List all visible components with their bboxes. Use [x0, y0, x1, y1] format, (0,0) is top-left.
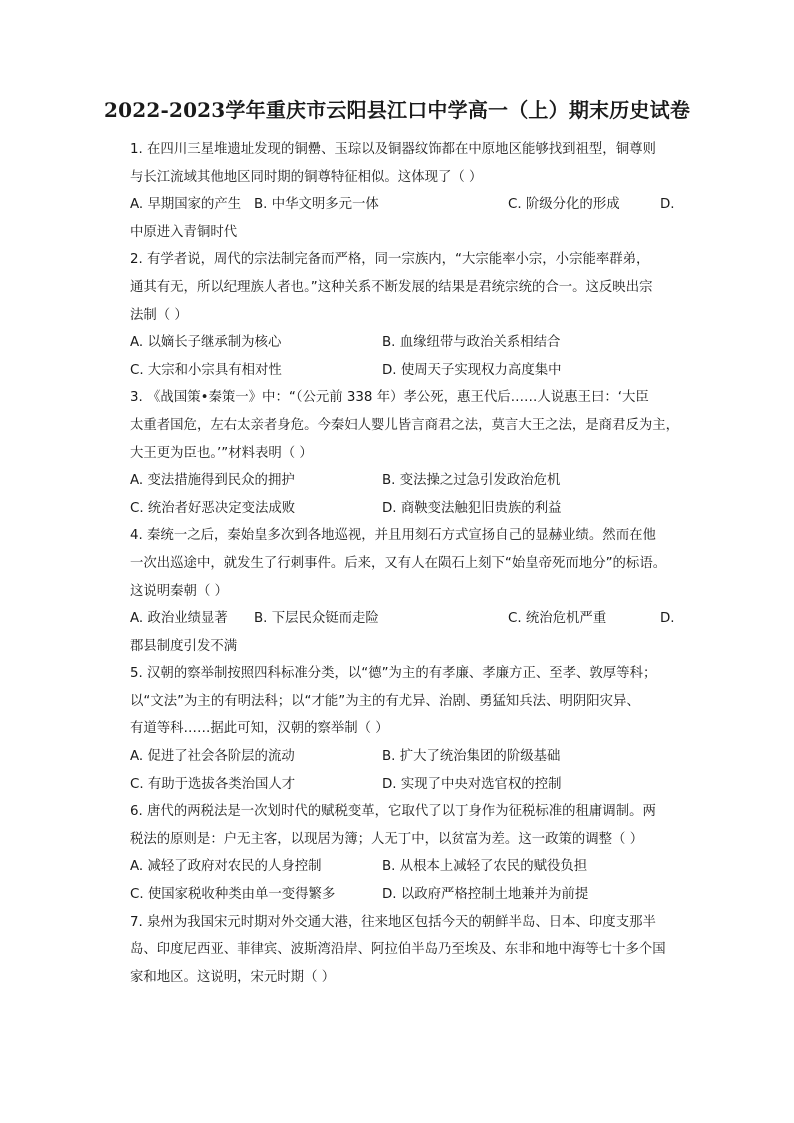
option-d-text: 中原进入青铜时代	[130, 224, 238, 240]
question-stem-line: 岛、印度尼西亚、菲律宾、波斯湾沿岸、阿拉伯半岛乃至埃及、东非和地中海等七十多个国	[130, 942, 666, 958]
question-stem-line: 一次出巡途中，就发生了行刺事件。后来，又有人在陨石上刻下“始皇帝死而地分”的标语。	[130, 555, 667, 571]
option-d-text: 郡县制度引发不满	[130, 638, 238, 654]
option-c: C. 使国家税收种类由单一变得繁多	[130, 887, 336, 903]
option-b: B. 从根本上减轻了农民的赋役负担	[382, 859, 588, 875]
option-c: C. 阶级分化的形成	[508, 197, 620, 213]
option-a: A. 以嫡长子继承制为核心	[130, 335, 282, 351]
option-b: B. 血缘纽带与政治关系相结合	[382, 335, 561, 351]
question-stem-line: 法制（ ）	[130, 307, 188, 323]
options-row	[130, 191, 690, 219]
question-stem-line: 太重者国危，左右太亲者身危。今秦妇人婴儿皆言商君之法，莫言大王之法，是商君反为主，	[130, 417, 680, 433]
option-a: A. 减轻了政府对农民的人身控制	[130, 859, 322, 875]
option-c: C. 有助于选拔各类治国人才	[130, 776, 296, 792]
question-7	[130, 909, 690, 992]
question-stem-line: 6. 唐代的两税法是一次划时代的赋税变革，它取代了以丁身作为征税标准的租庸调制。两	[130, 804, 656, 820]
option-b: B. 下层民众铤而走险	[254, 611, 379, 627]
option-b: B. 扩大了统治集团的阶级基础	[382, 749, 561, 765]
question-1	[130, 136, 690, 246]
question-stem-line: 通其有无，所以纪理族人者也。”这种关系不断发展的结果是君统宗统的合一。这反映出宗	[130, 279, 653, 295]
exam-title: 2022-2023学年重庆市云阳县江口中学高一（上）期末历史试卷	[103, 98, 691, 122]
option-d-label: D.	[660, 197, 675, 213]
question-stem-line: 这说明秦朝（ ）	[130, 583, 228, 599]
option-a: A. 政治业绩显著	[130, 611, 228, 627]
question-4	[130, 522, 690, 660]
option-d: D. 商鞅变法触犯旧贵族的利益	[382, 500, 562, 516]
question-stem-line: 税法的原则是：户无主客，以现居为簿；人无丁中，以贫富为差。这一政策的调整（ ）	[130, 831, 644, 847]
question-5	[130, 660, 690, 798]
option-c: C. 统治危机严重	[508, 611, 607, 627]
option-a: A. 促进了社会各阶层的流动	[130, 749, 295, 765]
options-grid	[130, 743, 690, 798]
option-d-label: D.	[660, 611, 675, 627]
question-stem-line: 5. 汉朝的察举制按照四科标准分类，以“德”为主的有孝廉、孝廉方正、至孝、敦厚等科；	[130, 666, 657, 682]
question-list	[130, 136, 690, 991]
options-grid	[130, 467, 690, 522]
question-stem-line: 家和地区。这说明，宋元时期（ ）	[130, 969, 336, 985]
question-stem-line: 大王更为臣也。’”材料表明（ ）	[130, 445, 313, 461]
question-stem-line: 有道等科……据此可知，汉朝的察举制（ ）	[130, 721, 389, 737]
question-stem-line: 以“文法”为主的有明法科；以“才能”为主的有尤异、治剧、勇猛知兵法、明阴阳灾异、	[130, 693, 640, 709]
options-row	[130, 605, 690, 633]
option-c: C. 大宗和小宗具有相对性	[130, 362, 282, 378]
options-grid	[130, 329, 690, 384]
options-grid	[130, 853, 690, 908]
question-stem-line: 2. 有学者说，周代的宗法制完备而严格，同一宗族内，“大宗能率小宗，小宗能率群弟，	[130, 252, 650, 268]
option-a: A. 变法措施得到民众的拥护	[130, 473, 295, 489]
question-stem-line: 7. 泉州为我国宋元时期对外交通大港，往来地区包括今天的朝鲜半岛、日本、印度支那半	[130, 914, 656, 930]
question-stem-line: 4. 秦统一之后，秦始皇多次到各地巡视，并且用刻石方式宣扬自己的显赫业绩。然而在他	[130, 528, 656, 544]
option-b: B. 中华文明多元一体	[254, 197, 379, 213]
question-stem-line: 与长江流域其他地区同时期的铜尊特征相似。这体现了（ ）	[130, 169, 483, 185]
option-d: D. 以政府严格控制土地兼并为前提	[382, 887, 589, 903]
question-6	[130, 798, 690, 908]
question-2	[130, 246, 690, 384]
option-a: A. 早期国家的产生	[130, 197, 242, 213]
option-c: C. 统治者好恶决定变法成败	[130, 500, 296, 516]
option-d: D. 使周天子实现权力高度集中	[382, 362, 562, 378]
question-stem-line: 3. 《战国策•秦策一》中：“（公元前 338 年）孝公死，惠王代后……人说惠王曰：‘大臣	[130, 390, 649, 406]
question-stem-line: 1. 在四川三星堆遗址发现的铜罍、玉琮以及铜器纹饰都在中原地区能够找到祖型，铜尊则	[130, 142, 656, 157]
option-d: D. 实现了中央对选官权的控制	[382, 776, 562, 792]
option-b: B. 变法操之过急引发政治危机	[382, 473, 561, 489]
question-3	[130, 384, 690, 522]
